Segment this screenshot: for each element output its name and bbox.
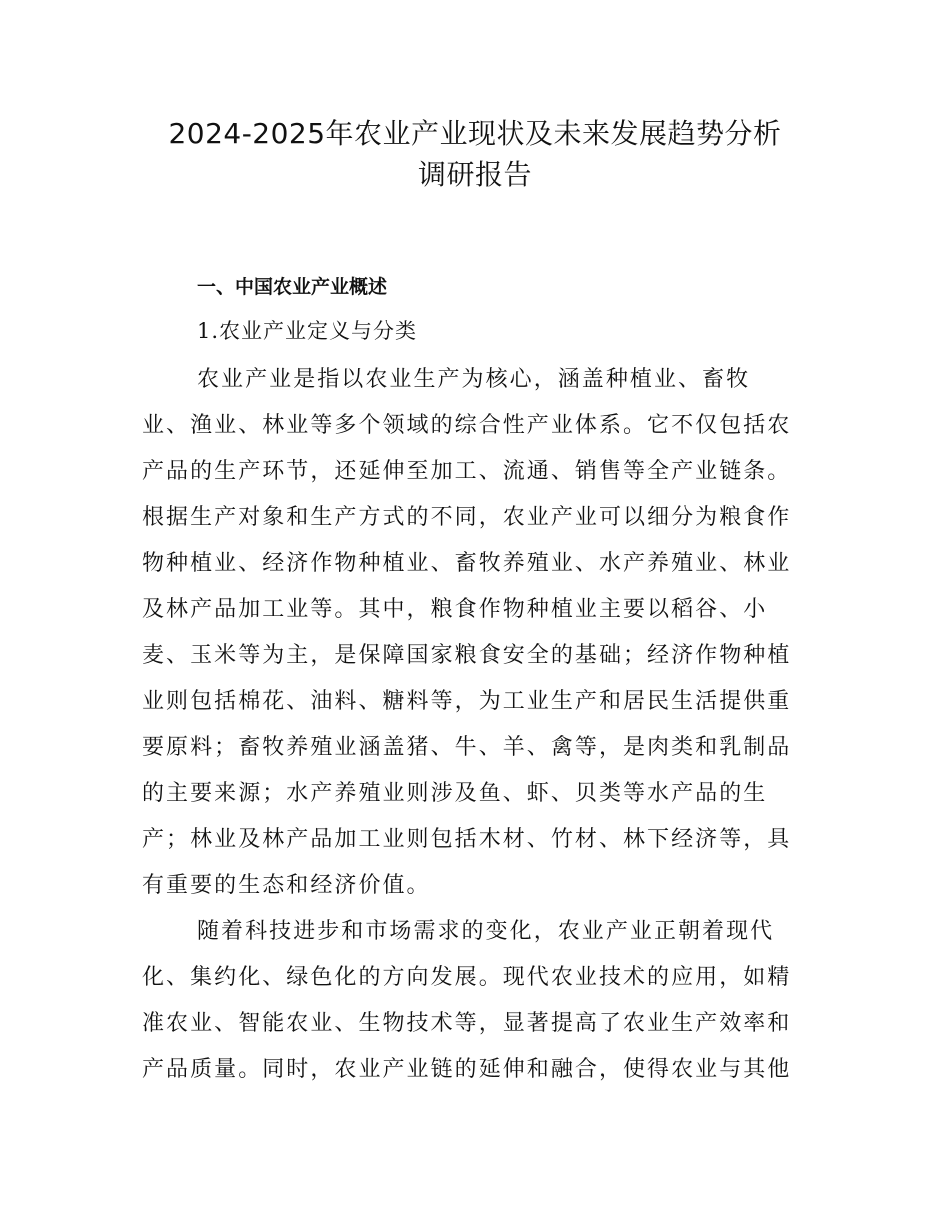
paragraph-line: 根据生产对象和生产方式的不同，农业产业可以细分为粮食作 xyxy=(142,505,792,530)
paragraph-line: 物种植业、经济作物种植业、畜牧养殖业、水产养殖业、林业 xyxy=(142,551,792,576)
report-title-line-1: 2024-2025年农业产业现状及未来发展趋势分析 xyxy=(168,117,782,150)
paragraph-line: 及林产品加工业等。其中，粮食作物种植业主要以稻谷、小 xyxy=(142,597,768,622)
paragraph-line: 准农业、智能农业、生物技术等，显著提高了农业生产效率和 xyxy=(142,1011,792,1036)
paragraph-line: 麦、玉米等为主，是保障国家粮食安全的基础；经济作物种植 xyxy=(142,643,792,668)
subsection-heading: 1.农业产业定义与分类 xyxy=(197,319,418,343)
paragraph-line: 业、渔业、林业等多个领域的综合性产业体系。它不仅包括农 xyxy=(142,413,792,438)
paragraph-line: 产品质量。同时，农业产业链的延伸和融合，使得农业与其他 xyxy=(142,1057,792,1082)
paragraph-line: 随着科技进步和市场需求的变化，农业产业正朝着现代 xyxy=(197,919,775,944)
paragraph-line: 的主要来源；水产养殖业则涉及鱼、虾、贝类等水产品的生 xyxy=(142,781,768,806)
paragraph-line: 有重要的生态和经济价值。 xyxy=(142,873,431,898)
paragraph-line: 产品的生产环节，还延伸至加工、流通、销售等全产业链条。 xyxy=(142,459,792,484)
paragraph-line: 产；林业及林产品加工业则包括木材、竹材、林下经济等，具 xyxy=(142,827,792,852)
report-title-line-2: 调研报告 xyxy=(417,158,532,191)
paragraph-line: 要原料；畜牧养殖业涵盖猪、牛、羊、禽等，是肉类和乳制品 xyxy=(142,735,792,760)
paragraph-line: 农业产业是指以农业生产为核心，涵盖种植业、畜牧 xyxy=(197,367,751,392)
paragraph-line: 业则包括棉花、油料、糖料等，为工业生产和居民生活提供重 xyxy=(142,689,792,714)
section-heading: 一、中国农业产业概述 xyxy=(197,276,388,298)
paragraph-line: 化、集约化、绿色化的方向发展。现代农业技术的应用，如精 xyxy=(142,965,792,990)
